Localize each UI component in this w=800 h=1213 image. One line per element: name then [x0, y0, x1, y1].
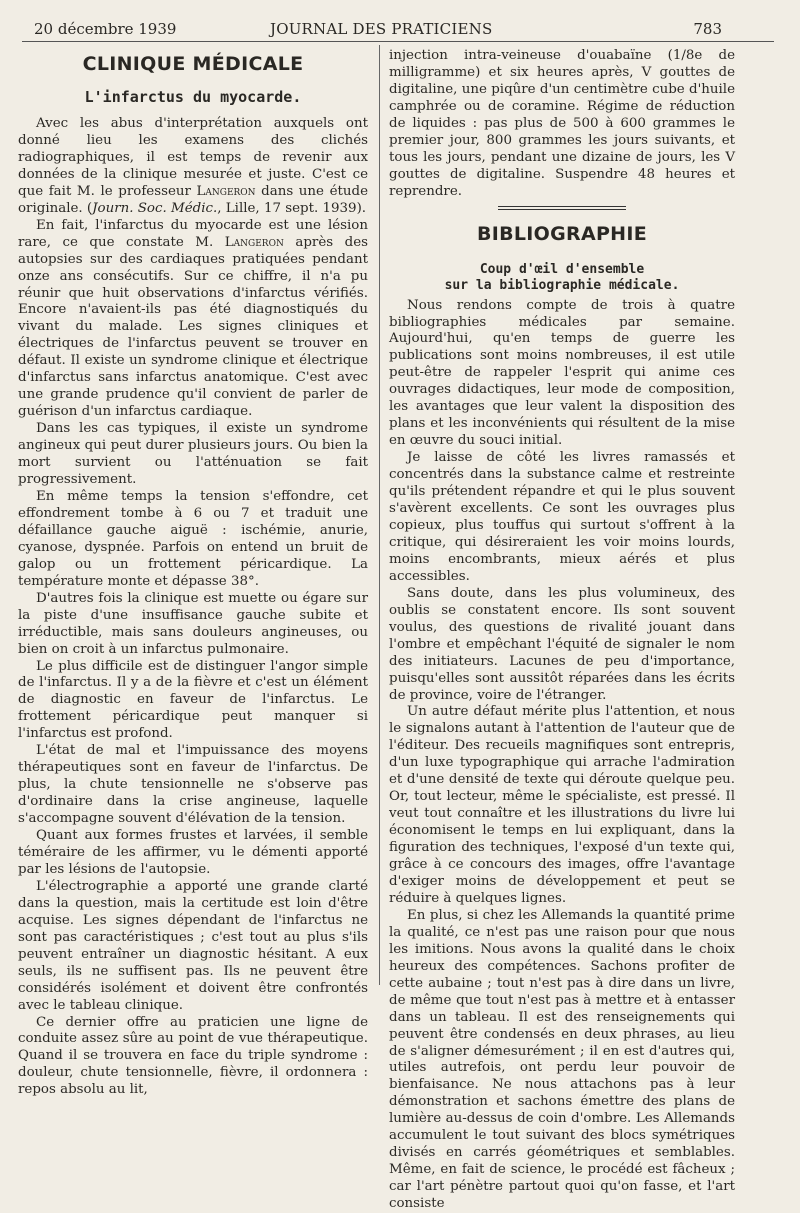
running-head: [34, 19, 722, 39]
section-divider: [498, 206, 626, 210]
page-number: 783: [693, 20, 722, 38]
paragraph: Ce dernier offre au praticien une ligne de conduite assez sûre au point de vue thérapeutique. Quand il se trouvera en face du triple syndrome : douleur, chute tensionnelle, fièvre, il ordonnera : repos absolu au lit,: [18, 1014, 368, 1098]
paragraph: En même temps la tension s'effondre, cet effondrement tombe à 6 ou 7 et traduit une défaillance gauche aiguë : ischémie, anurie, cyanose, dyspnée. Parfois on entend un bruit de galop ou un frottement péricardique. La température monte et dépasse 38°.: [18, 488, 368, 589]
paragraph: En plus, si chez les Allemands la quantité prime la qualité, ce n'est pas une raison pour que nous les imitions. Nous avons la qualité dans le choix heureux des compétences. Sachons profiter de cette aubaine ; tout n'est pas à dire dans un livre, de même que tout n'est pas à mettre et à entasser dans un tableau. Il est des renseignements qui peuvent être condensés en deux phrases, au lieu de s'aligner démesurément ; il en est d'autres qui, utiles autrefois, ont perdu leur pouvoir de bienfaisance. Ne nous attachons pas à leur démonstration et sachons émettre des plans de lumière au-dessus de coin d'ombre. Les Allemands accumulent le tout suivant des blocs symétriques divisés en carrés géométriques et semblables. Même, en fait de science, le procédé est fâcheux ; car l'art pénètre partout quoi qu'on fasse, et l'art consiste: [389, 907, 735, 1212]
paragraph: Sans doute, dans les plus volumineux, des oublis se constatent encore. Ils sont souvent voulus, des questions de rivalité jouant dans l'ombre et empêchant l'équité de signaler le nom des initiateurs. Lacunes de peu d'importance, puisqu'elles sont aussitôt réparées dans les écrits de province, voire de l'étranger.: [389, 585, 735, 703]
column-rule: [379, 45, 380, 985]
paragraph: D'autres fois la clinique est muette ou égare sur la piste d'une insuffisance gauche subite et irréductible, mais sans douleurs angineuses, ou bien on croit à un infarctus pulmonaire.: [18, 590, 368, 657]
header-rule: [22, 41, 774, 42]
paragraph-continued: injection intra-veineuse d'ouabaïne (1/8e de milligramme) et six heures après, V gouttes de digitaline, une piqûre d'un centimètre cube d'huile camphrée ou de coramine. Régime de réduction de liquides : pas plus de 500 à 600 grammes le premier jour, 800 grammes les jours suivants, et tous les jours, pendant une dizaine de jours, les V gouttes de digitaline. Suspendre 48 heures et reprendre.: [389, 48, 735, 199]
paragraph: Dans les cas typiques, il existe un syndrome angineux qui peut durer plusieurs jours. Ou bien la mort survient ou l'atténuation se fait progressivement.: [18, 421, 368, 488]
paragraph: L'état de mal et l'impuissance des moyens thérapeutiques sont en faveur de l'infarctus. De plus, la chute tensionnelle ne s'observe pas d'ordinaire dans la crise angineuse, laquelle s'accompagne souvent d'élévation de la tension.: [18, 743, 368, 827]
paragraph: Avec les abus d'interprétation auxquels ont donné lieu les examens des clichés radiographiques, il est temps de revenir aux données de la clinique mesurée et juste. C'est ce que fait M. le professeur Langeron dans une étude originale. (Journ. Soc. Médic., Lille, 17 sept. 1939).: [18, 116, 369, 216]
section-title-clinique: CLINIQUE MÉDICALE: [82, 53, 304, 75]
issue-date: 20 décembre 1939: [34, 20, 177, 38]
paragraph: Le plus difficile est de distinguer l'angor simple de l'infarctus. Il y a de la fièvre et c'est un élément de diagnostic en faveur de l'infarctus. Le frottement péricardique peut manquer si l'infarctus est profond.: [18, 658, 368, 742]
right-column: [389, 48, 735, 1213]
paragraph: L'électrographie a apporté une grande clarté dans la question, mais la certitude est loin d'être acquise. Les signes dépendant de l'infarctus ne sont pas caractéristiques ; c'est tout au plus s'ils peuvent entraîner un diagnostic hésitant. A eux seuls, ils ne suffisent pas. Ils ne peuvent être considérés isolément et doivent être confrontés avec le tableau clinique.: [18, 878, 368, 1013]
journal-name: JOURNAL DES PRATICIENS: [270, 20, 493, 38]
left-column: [18, 48, 368, 1099]
article-subtitle: Coup d'œil d'ensemble sur la bibliographie médicale.: [444, 261, 680, 293]
paragraph: Nous rendons compte de trois à quatre bibliographies médicales par semaine. Aujourd'hui, qu'en temps de guerre les publications sont moins nombreuses, il est utile peut-être de rappeler l'esprit qui anime ces ouvrages didactiques, leur mode de composition, les avantages que leur valent la disposition des plans et les inconvénients qui résultent de la mise en œuvre du souci initial.: [389, 297, 735, 449]
paragraph: Je laisse de côté les livres ramassés et concentrés dans la substance calme et restreinte qu'ils prétendent répandre et qui le plus souvent s'avèrent excellents. Ce sont les ouvrages plus copieux, plus touffus qui surtout s'offrent à la critique, qui désireraient les voir moins lourds, moins encombrants, mieux aérés et plus accessibles.: [389, 450, 735, 584]
paragraph: Quant aux formes frustes et larvées, il semble téméraire de les affirmer, vu le démenti apporté par les lésions de l'autopsie.: [18, 828, 368, 877]
section-title-bibliographie: BIBLIOGRAPHIE: [476, 222, 648, 245]
paragraph: Un autre défaut mérite plus l'attention, et nous le signalons autant à l'attention de l'auteur que de l'éditeur. Des recueils magnifiques sont entrepris, d'un luxe typographique qui arrache l'admiration et d'une densité de texte qui déroute quelque peu. Or, tout lecteur, même le spécialiste, est pressé. Il veut tout connaître et les illustrations du livre lui économisent le temps en lui expliquant, dans la figuration des techniques, l'exposé d'un texte qui, grâce à ce concours des images, offre l'avantage d'exiger moins de développement et peut se réduire à quelques lignes.: [389, 704, 735, 906]
paragraph: En fait, l'infarctus du myocarde est une lésion rare, ce que constate M. Langeron après des autopsies sur des cardiaques pratiquées pendant onze ans consécutifs. Sur ce chiffre, il n'a pu réunir que huit observations d'infarctus vérifiés. Encore n'avaient-ils pas été diagnostiqués du vivant du malade. Les signes cliniques et électriques de l'infarctus peuvent se trouver en défaut. Il existe un syndrome clinique et électrique d'infarctus sans infarctus anatomique. C'est avec une grande prudence qu'il convient de parler de guérison d'un infarctus cardiaque.: [18, 217, 368, 420]
article-title: L'infarctus du myocarde.: [84, 88, 302, 106]
